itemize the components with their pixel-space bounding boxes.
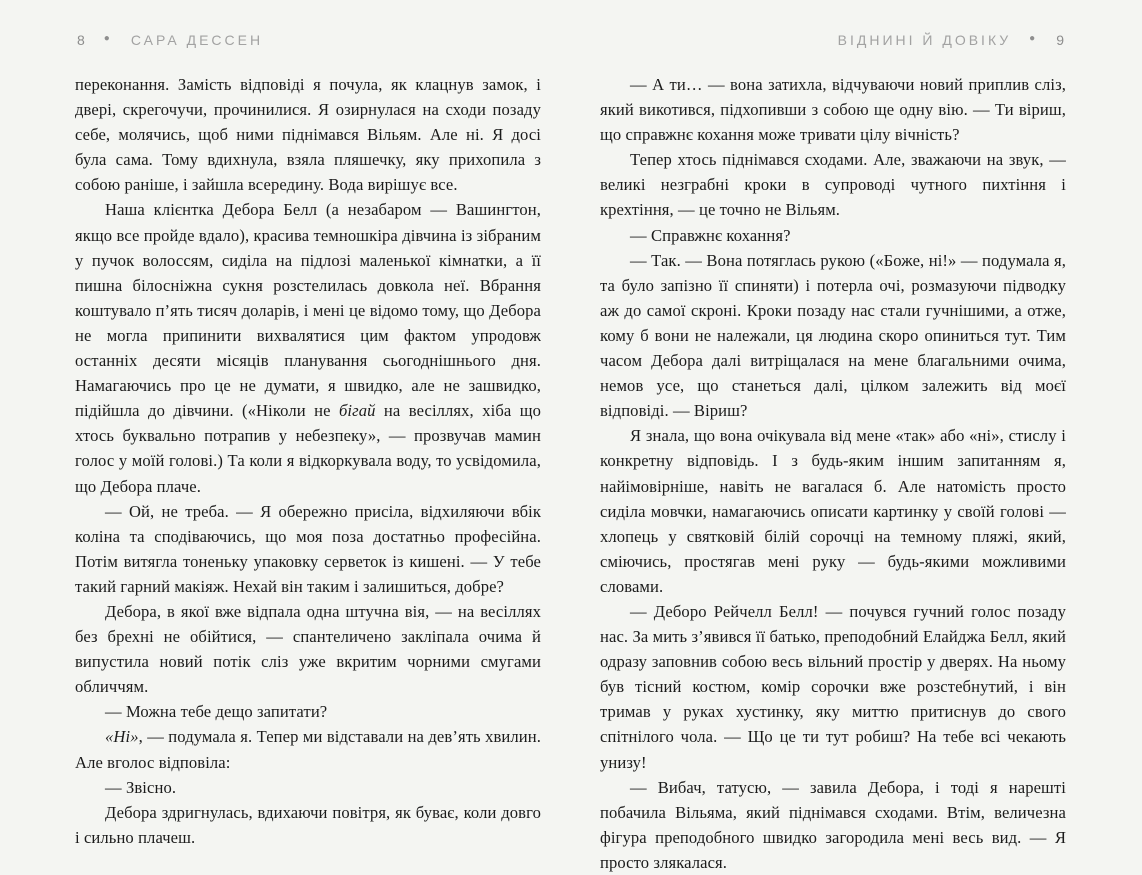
running-head-right xyxy=(838,30,1065,50)
paragraph: «Ні», — подумала я. Тепер ми відставали на дев’ять хвилин. Але вголос відповіла: xyxy=(75,727,541,772)
page-number-right: 9 xyxy=(1056,32,1065,48)
paragraph: — Справжнє кохання? xyxy=(630,225,791,245)
author-name: САРА ДЕССЕН xyxy=(130,32,264,48)
paragraph: переконання. Замість відповіді я почула, як клацнув замок, і двері, скрегочучи, прочинилися. Я озирнулася на сходи позаду себе, молячись, щоб ними піднімався Вільям. Але ні. Я досі була сама. Тому вдихнула, взяла пляшечку, яку прихопила з собою раніше, і зайшла всередину. Вода вирішує все. xyxy=(75,75,541,195)
bullet-separator-icon: ● xyxy=(1029,33,1039,44)
paragraph: — Деборо Рейчелл Белл! — почувся гучний голос позаду нас. За мить з’явився її батько, преподобний Елайджа Белл, який одразу заповнив собою весь вільний простір у дверях. На ньому був тісний костюм, комір сорочки вже розстебнутий, і він тримав у руках хустинку, яку миттю притиснув до свого спітнілого чола. — Що це ти тут робиш? На тебе всі чекають унизу! xyxy=(600,601,1066,772)
page-number-left: 8 xyxy=(77,32,86,48)
paragraph: Я знала, що вона очікувала від мене «так» або «ні», стислу і конкретну відповідь. І з будь-яким іншим запитанням я, найімовірніше, навіть не вагалася б. Але натомість просто сиділа мовчки, намагаючись описати картинку у своїй голові — хлопець у святковій білій сорочці на темному пляжі, який, сміючись, простягав мені руку — будь-якими можливими словами. xyxy=(600,426,1066,596)
paragraph: — Ой, не треба. — Я обережно присіла, відхиляючи вбік коліна та сподіваючись, що моя поза достатньо професійна. Потім витягла тоненьку упаковку серветок із кишені. — У тебе такий гарний макіяж. Нехай він таким і залишиться, добре? xyxy=(75,501,541,596)
paragraph: — Звісно. xyxy=(105,777,177,797)
left-page-text xyxy=(75,72,541,850)
right-page-text xyxy=(600,72,1066,875)
paragraph: Дебора здригнулась, вдихаючи повітря, як буває, коли довго і сильно плачеш. xyxy=(75,802,541,847)
paragraph: — Вибач, татусю, — завила Дебора, і тоді я нарешті побачила Вільяма, який піднімався сходами. Втім, величезна фігура преподобного швидко загородила мені весь вид. — Я просто злякалася. xyxy=(600,777,1066,872)
running-head-left xyxy=(77,30,263,50)
paragraph: Наша клієнтка Дебора Белл (а незабаром — Вашингтон, якщо все пройде вдало), красива темношкіра дівчина із зібраним у пучок волоссям, сиділа на підлозі маленької кімнатки, а її пишна білосніжна сукня розстелилась довкола неї. Вбрання коштувало п’ять тисяч доларів, і мені це відомо тому, що Дебора не могла припинити вихвалятися цим фактом упродовж останніх десяти місяців планування сьогоднішнього дня. Намагаючись про це не думати, я швидко, але не зашвидко, підійшла до дівчини. («Ніколи не бігай на весіллях, хіба що хтось буквально потрапив у небезпеку», — прозвучав мамин голос у моїй голові.) Та коли я відкоркувала воду, то усвідомила, що Дебора плаче. xyxy=(75,200,542,496)
paragraph: — Так. — Вона потяглась рукою («Боже, ні!» — подумала я, та було запізно її спиняти) і потерла очі, розмазуючи підводку аж до самої скроні. Кроки позаду нас стали гучнішими, а отже, кому б вони не належали, ця людина скоро опиниться тут. Тим часом Дебора далі витріщалася на мене благальними очима, немов усе, що станеться далі, цілком залежить від моєї відповіді. — Віриш? xyxy=(600,250,1066,421)
book-title: ВІДНИНІ Й ДОВІКУ xyxy=(837,32,1012,48)
paragraph: Дебора, в якої вже відпала одна штучна вія, — на весіллях без брехні не обійтися, — спантеличено закліпала очима й випустила новий потік сліз уже вкритим чорними смугами обличчям. xyxy=(75,601,541,697)
bullet-separator-icon: ● xyxy=(103,33,113,44)
paragraph: Тепер хтось піднімався сходами. Але, зважаючи на звук, — великі незграбні кроки в супроводі чутного пихтіння і крехтіння, — це точно не Вільям. xyxy=(600,150,1066,220)
paragraph: — А ти… — вона затихла, відчуваючи новий приплив сліз, який викотився, підхопивши з собою ще одну вію. — Ти віриш, що справжнє кохання може тривати цілу вічність? xyxy=(600,75,1066,145)
paragraph: — Можна тебе дещо запитати? xyxy=(105,702,328,722)
